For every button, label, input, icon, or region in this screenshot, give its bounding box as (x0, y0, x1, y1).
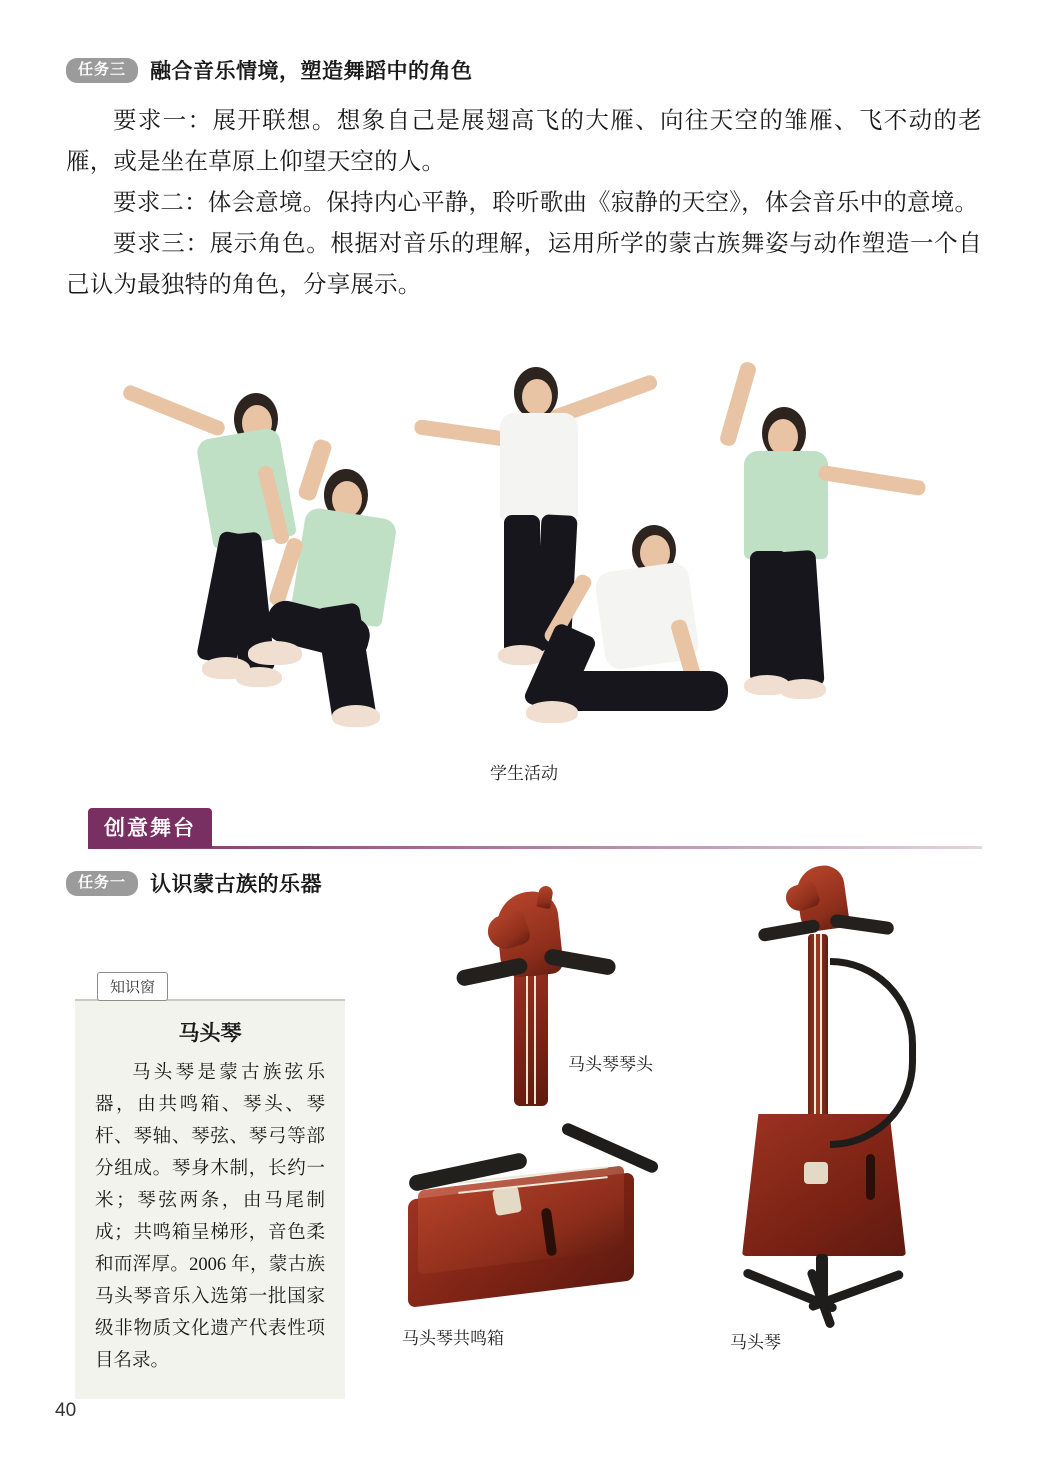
requirement-two-paragraph: 要求二：体会意境。保持内心平静，聆听歌曲《寂静的天空》，体会音乐中的意境。 (113, 190, 979, 216)
photo-caption: 学生活动 (490, 764, 558, 783)
creative-stage-label: 创意舞台 (88, 808, 212, 848)
task-one-title: 认识蒙古族的乐器 (150, 873, 323, 896)
creative-stage-divider (88, 846, 982, 849)
requirement-three-paragraph: 要求三：展示角色。根据对音乐的理解，运用所学的蒙古族舞姿与动作塑造一个自己认为最独特的角色，分享展示。 (66, 231, 982, 298)
task-three-header (66, 55, 982, 85)
task-three-body (66, 101, 982, 306)
knowledge-tag: 知识窗 (97, 972, 168, 1001)
student-activity-photo-block (66, 355, 982, 795)
page-number: 40 (55, 1400, 77, 1421)
knowledge-text: 马头琴是蒙古族弦乐器，由共鸣箱、琴头、琴杆、琴轴、琴弦、琴弓等部分组成。琴身木制，长约一米；琴弦两条，由马尾制成；共鸣箱呈梯形，音色柔和而浑厚。2006 年，蒙古族马头琴音乐入选第一批国家级非物质文化遗产代表性项目名录。 (95, 1063, 325, 1371)
task-three-title: 融合音乐情境，塑造舞蹈中的角色 (150, 60, 473, 83)
task-one-tag: 任务一 (66, 871, 138, 896)
knowledge-body (75, 999, 345, 1399)
knowledge-title: 马头琴 (178, 1022, 242, 1045)
task-three-section (66, 55, 982, 306)
morin-khuur-soundbox-caption: 马头琴共鸣箱 (402, 1329, 504, 1348)
morin-khuur-full-photo (680, 862, 970, 1352)
knowledge-box (75, 972, 345, 1399)
creative-stage-header (88, 808, 982, 848)
morin-khuur-soundbox-photo (408, 1134, 658, 1309)
dancers-photo (66, 355, 982, 755)
requirement-one-paragraph: 要求一：展开联想。想象自己是展翅高飞的大雁、向往天空的雏雁、飞不动的老雁，或是坐在草原上仰望天空的人。 (66, 108, 982, 175)
dancer-figure-5 (666, 355, 916, 700)
instrument-photos (380, 862, 990, 1382)
morin-khuur-full-caption: 马头琴 (730, 1333, 781, 1352)
task-three-tag: 任务三 (66, 58, 138, 83)
morin-khuur-head-caption: 马头琴琴头 (568, 1055, 653, 1074)
